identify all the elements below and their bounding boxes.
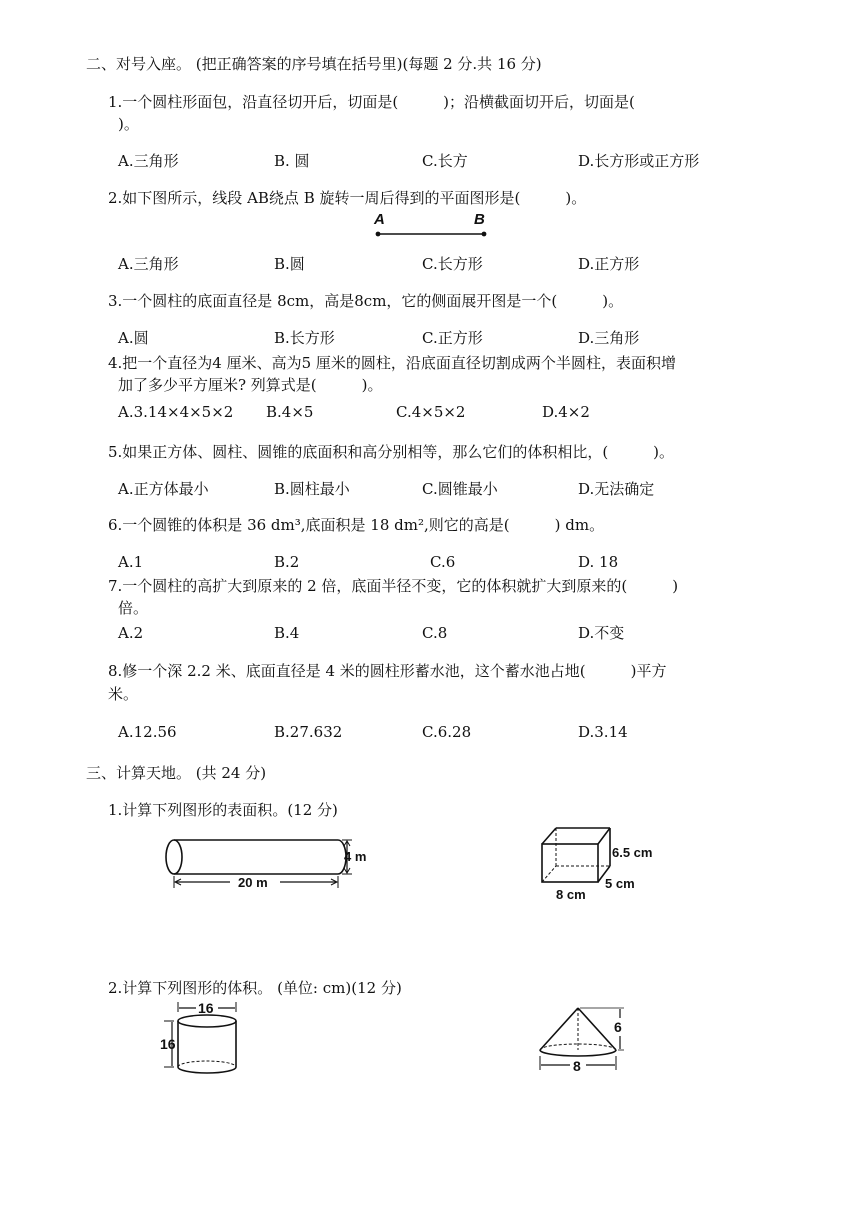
point-b-label: B xyxy=(474,211,485,228)
question-3-option-b: B.长方形 xyxy=(274,329,335,347)
point-a-dot xyxy=(376,232,381,237)
question-2-option-a: A.三角形 xyxy=(118,255,179,273)
upright-cylinder-figure xyxy=(160,1000,250,1078)
question-7-text: 7.一个圆柱的高扩大到原来的 2 倍，底面半径不变，它的体积就扩大到原来的( ) xyxy=(108,577,679,595)
question-6-option-d: D. 18 xyxy=(578,553,619,571)
question-3-option-c: C.正方形 xyxy=(422,329,483,347)
question-1-option-a: A.三角形 xyxy=(118,152,179,170)
question-1-text-cont: )。 xyxy=(118,115,139,133)
question-7-option-d: D.不变 xyxy=(578,624,625,642)
question-1-option-c: C.长方 xyxy=(422,152,468,170)
question-5-option-d: D.无法确定 xyxy=(578,480,655,498)
horizontal-cylinder-figure xyxy=(158,828,378,898)
segment-ab-figure xyxy=(368,210,498,242)
question-1-option-d: D.长方形或正方形 xyxy=(578,152,700,170)
question-1-text: 1.一个圆柱形面包，沿直径切开后，切面是( )；沿横截面切开后，切面是( xyxy=(108,93,635,111)
question-6-option-c: C.6 xyxy=(430,553,456,571)
question-4-text-cont: 加了多少平方厘米? 列算式是( )。 xyxy=(118,376,383,394)
question-3-option-a: A.圆 xyxy=(118,329,149,347)
section3-title: 三、计算天地。 (共 24 分) xyxy=(86,764,267,782)
question-7-option-a: A.2 xyxy=(118,624,144,642)
question-8-option-d: D.3.14 xyxy=(578,723,628,741)
section3-question-2-text: 2.计算下列图形的体积。 (单位: cm)(12 分) xyxy=(108,979,402,997)
cone-base-label: 8 xyxy=(573,1058,581,1074)
question-4-option-b: B.4×5 xyxy=(266,403,314,421)
question-7-text-cont: 倍。 xyxy=(118,599,149,617)
question-2-option-b: B.圆 xyxy=(274,255,305,273)
question-8-option-c: C.6.28 xyxy=(422,723,472,741)
question-7-option-b: B.4 xyxy=(274,624,300,642)
question-8-text-cont: 米。 xyxy=(108,685,139,703)
question-2-text: 2.如下图所示，线段 AB绕点 B 旋转一周后得到的平面图形是( )。 xyxy=(108,189,587,207)
cuboid-height-label: 6.5 cm xyxy=(612,845,653,860)
question-6-option-a: A.1 xyxy=(118,553,144,571)
section3-question-1-text: 1.计算下列图形的表面积。(12 分) xyxy=(108,801,338,819)
question-4-text: 4.把一个直径为4 厘米、高为5 厘米的圆柱，沿底面直径切割成两个半圆柱，表面积增 xyxy=(108,354,676,372)
question-8-option-a: A.12.56 xyxy=(118,723,177,741)
question-3-option-d: D.三角形 xyxy=(578,329,640,347)
question-7-option-c: C.8 xyxy=(422,624,448,642)
cone-figure xyxy=(530,1000,640,1080)
question-5-option-a: A.正方体最小 xyxy=(118,480,209,498)
question-6-text: 6.一个圆锥的体积是 36 dm³,底面积是 18 dm²,则它的高是( ) dm。 xyxy=(108,516,605,534)
question-4-option-c: C.4×5×2 xyxy=(396,403,466,421)
question-6-option-b: B.2 xyxy=(274,553,300,571)
question-3-text: 3.一个圆柱的底面直径是 8cm，高是8cm，它的侧面展开图是一个( )。 xyxy=(108,292,624,310)
question-5-text: 5.如果正方体、圆柱、圆锥的底面积和高分别相等，那么它们的体积相比，( )。 xyxy=(108,443,675,461)
cone-height-label: 6 xyxy=(614,1019,622,1035)
question-2-option-c: C.长方形 xyxy=(422,255,483,273)
cylinder-diameter-label: 4 m xyxy=(344,849,367,864)
question-8-option-b: B.27.632 xyxy=(274,723,343,741)
question-1-option-b: B. 圆 xyxy=(274,152,310,170)
point-a-label: A xyxy=(374,211,385,228)
point-b-dot xyxy=(482,232,487,237)
question-4-option-a: A.3.14×4×5×2 xyxy=(118,403,234,421)
cuboid-length-label: 8 cm xyxy=(556,887,586,902)
section2-title: 二、对号入座。 (把正确答案的序号填在括号里)(每题 2 分.共 16 分) xyxy=(86,55,542,73)
question-8-text: 8.修一个深 2.2 米、底面直径是 4 米的圆柱形蓄水池，这个蓄水池占地( )平方 xyxy=(108,662,667,680)
cuboid-width-label: 5 cm xyxy=(605,876,635,891)
cylinder-side-label: 16 xyxy=(160,1036,176,1052)
question-5-option-c: C.圆锥最小 xyxy=(422,480,498,498)
cylinder-top-label: 16 xyxy=(198,1000,214,1016)
question-5-option-b: B.圆柱最小 xyxy=(274,480,350,498)
question-4-option-d: D.4×2 xyxy=(542,403,590,421)
cylinder-length-label: 20 m xyxy=(238,875,268,890)
cuboid-figure xyxy=(530,822,680,906)
question-2-option-d: D.正方形 xyxy=(578,255,640,273)
